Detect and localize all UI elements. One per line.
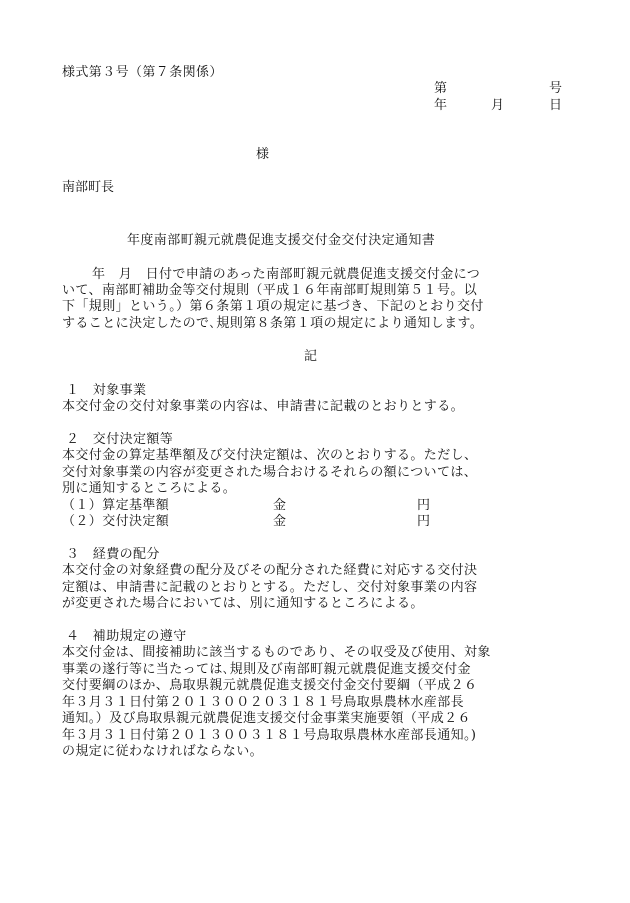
section1-heading: １ 対象事業 — [66, 383, 147, 398]
section3-heading: ３ 経費の配分 — [66, 547, 160, 562]
intro-line: いて、南部町補助金等交付規則（平成１６年南部町規則第５１号。以 — [62, 283, 478, 298]
section1-line: 本交付金の交付対象事業の内容は、申請書に記載のとおりとする。 — [62, 399, 465, 414]
amount-item-kin: 金 — [273, 498, 287, 513]
amount-item-kin: 金 — [273, 514, 287, 529]
date-year-label: 年 — [434, 98, 448, 113]
sender: 南部町長 — [62, 180, 115, 195]
section2-heading: ２ 交付決定額等 — [66, 432, 174, 447]
section4-line: 本交付金は、間接補助に該当するものであり、その収受及び使用、対象 — [62, 645, 491, 660]
ki-heading: 記 — [304, 349, 318, 364]
amount-item-yen: 円 — [417, 498, 431, 513]
section4-line: 年３月３１日付第２０１３００２０３１８１号鳥取県農林水産部長 — [62, 695, 465, 710]
doc-number-dai: 第 — [434, 81, 448, 96]
intro-line: することに決定したので､規則第８条第１項の規定により通知します。 — [62, 316, 484, 331]
section3-line: 定額は、申請書に記載のとおりとする。ただし、交付対象事業の内容 — [62, 580, 478, 595]
addressee-suffix: 様 — [256, 147, 270, 162]
section2-line: 本交付金の算定基準額及び交付決定額は、次のとおりする。ただし、 — [62, 448, 478, 463]
document-title: 年度南部町親元就農促進支援交付金交付決定通知書 — [127, 233, 436, 248]
section4-line: 通知。）及び鳥取県親元就農促進支援交付金事業実施要領（平成２６ — [62, 711, 471, 726]
amount-item-label: （１）算定基準額 — [62, 498, 170, 513]
form-number: 様式第３号（第７条関係） — [62, 65, 223, 80]
section4-heading: ４ 補助規定の遵守 — [66, 629, 187, 644]
date-day-label: 日 — [549, 98, 563, 113]
section4-line: の規定に従わなければならない。 — [62, 744, 264, 759]
section2-line: 別に通知するところによる。 — [62, 481, 237, 496]
date-month-label: 月 — [491, 98, 505, 113]
intro-line: 年 月 日付で申請のあった南部町親元就農促進支援交付金につ — [92, 267, 481, 282]
section3-line: が変更された場合においては、別に通知するところによる。 — [62, 596, 424, 611]
section4-line: 年３月３１日付第２０１３００３１８１号鳥取県農林水産部長通知。) — [62, 728, 477, 743]
section2-line: 交付対象事業の内容が変更された場合おけるそれらの額については、 — [62, 465, 478, 480]
amount-item-label: （２）交付決定額 — [62, 514, 170, 529]
doc-number-go: 号 — [549, 81, 563, 96]
section3-line: 本交付金の対象経費の配分及びその配分された経費に対応する交付決 — [62, 563, 478, 578]
amount-item-yen: 円 — [417, 514, 431, 529]
section4-line: 事業の遂行等に当たっては､規則及び南部町親元就農促進支援交付金 — [62, 662, 471, 677]
intro-line: 下「規則」という。）第６条第１項の規定に基づき、下記のとおり交付 — [62, 299, 484, 314]
section4-line: 交付要綱のほか、鳥取県親元就農促進支援交付金交付要綱（平成２６ — [62, 678, 478, 693]
